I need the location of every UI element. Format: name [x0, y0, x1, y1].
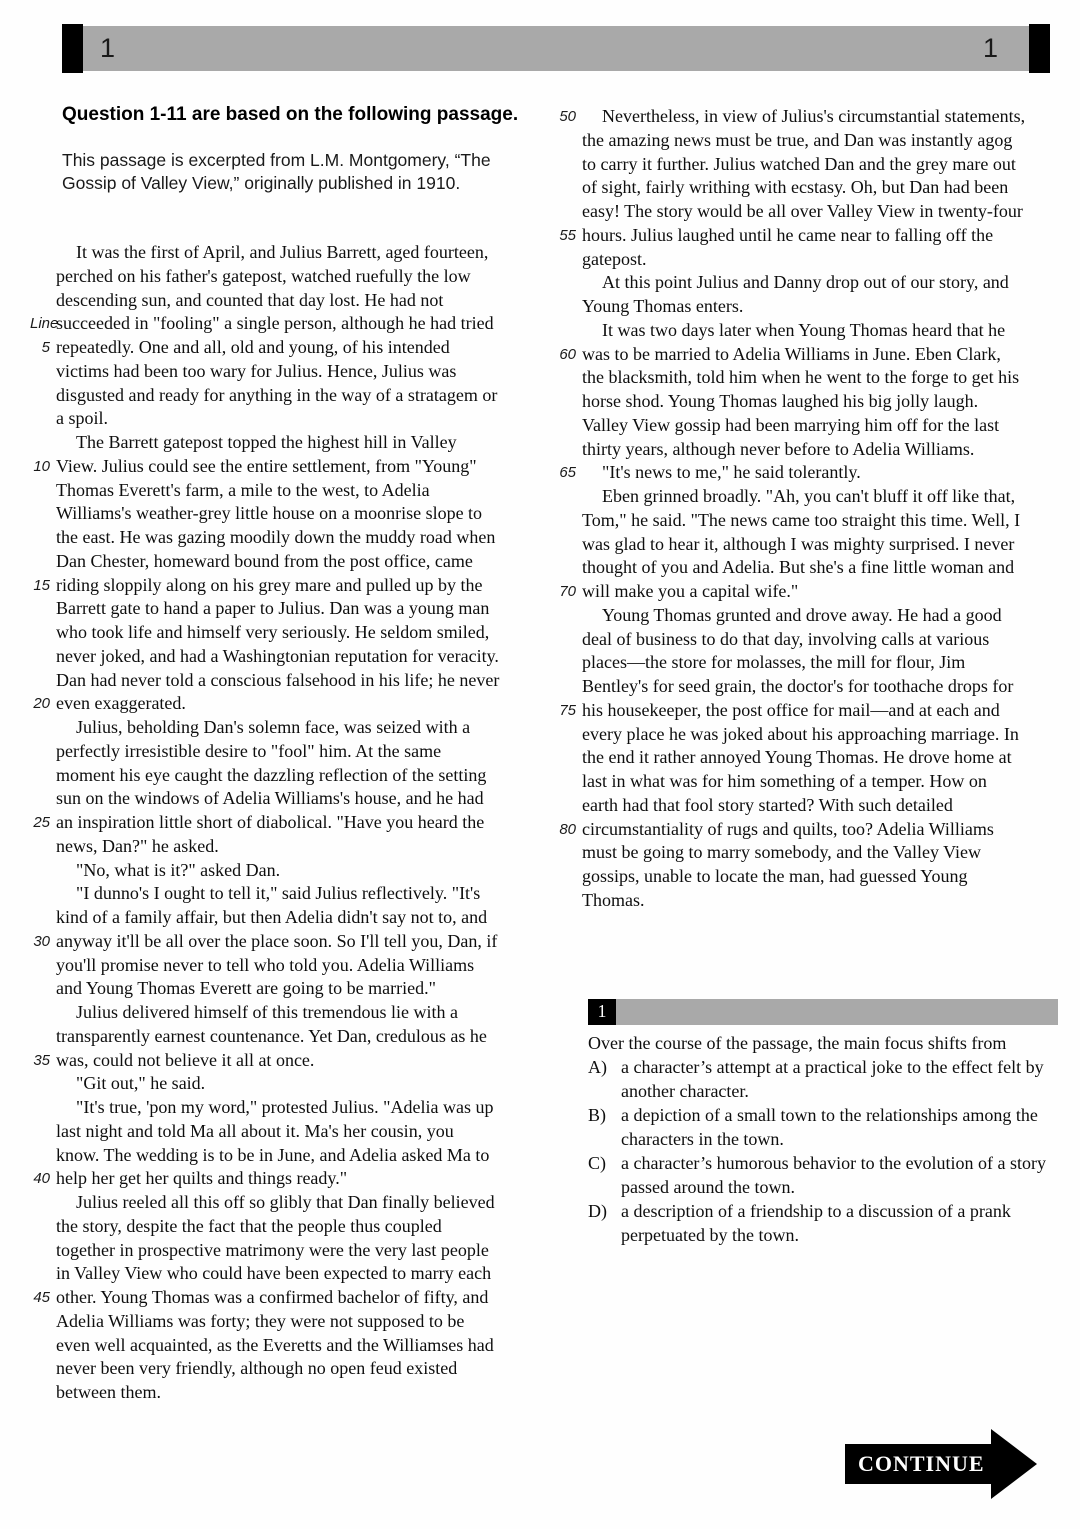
passage-line-text: even well acquainted, as the Everetts and the Williamses had	[56, 1334, 494, 1355]
passage-line-text: "It's true, 'pon my word," protested Julius. "Adelia was up	[76, 1097, 494, 1117]
passage-line-text: sun on the windows of Adelia Williams's house, and he had	[56, 788, 484, 809]
passage-line-text: It was two days later when Young Thomas heard that he	[602, 319, 1006, 340]
passage-line	[556, 319, 1080, 343]
passage-line	[30, 787, 560, 811]
passage-line	[556, 794, 1080, 818]
passage-line-text: The Barrett gatepost topped the highest hill in Valley	[76, 432, 457, 452]
passage-line-text: Valley View gossip had been marrying him off for the last	[582, 414, 1000, 435]
line-number: 35	[33, 1051, 50, 1069]
passage-line	[30, 1120, 560, 1144]
passage-line-text: Young Thomas grunted and drove away. He had a good	[602, 604, 1002, 625]
passage-line	[556, 746, 1080, 770]
passage-line-text: View. Julius could see the entire settlement, from "Young"	[56, 455, 477, 476]
line-number: 60	[559, 345, 576, 363]
answer-choice[interactable]	[588, 1151, 1058, 1199]
passage-line-text: places—the store for molasses, the mill for flour, Jim	[582, 652, 966, 673]
passage-line	[30, 1286, 560, 1310]
passage-line	[556, 675, 1080, 699]
line-number: 55	[559, 226, 576, 244]
passage-line	[30, 336, 560, 360]
passage-line-text: the east. He was gazing moodily down the muddy road when	[56, 527, 496, 547]
answer-choice[interactable]	[588, 1055, 1058, 1103]
answer-choice[interactable]	[588, 1199, 1058, 1247]
passage-line	[30, 716, 560, 740]
line-number	[30, 1025, 56, 1049]
section-number-left: 1	[100, 33, 116, 63]
line-number: 70	[559, 583, 576, 600]
passage-line-text: Julius delivered himself of this tremendous lie with a	[76, 1002, 458, 1022]
passage-line-text: kind of a family affair, but then Adelia didn't say not to, and	[56, 907, 488, 927]
passage-line	[30, 1310, 560, 1334]
passage-line-text: Nevertheless, in view of Julius's circumstantial statements,	[602, 106, 1026, 126]
passage-line	[556, 699, 1080, 723]
question-number-badge: 1	[588, 999, 616, 1025]
line-number	[30, 1381, 56, 1405]
header-left-black-square	[62, 24, 83, 73]
passage-line-text: Young Thomas enters.	[582, 296, 744, 316]
line-number	[30, 1096, 56, 1120]
passage-line	[30, 621, 560, 645]
passage-line	[30, 930, 560, 954]
line-number	[556, 485, 582, 509]
line-number	[556, 319, 582, 343]
passage-line	[30, 835, 560, 859]
line-number	[556, 271, 582, 295]
passage-line	[30, 882, 560, 906]
passage-line-text: the story, despite the fact that the people thus coupled	[56, 1215, 442, 1236]
passage-line-text: gossips, unable to locate the man, had guessed Young	[582, 866, 968, 886]
choice-text: a character’s humorous behavior to the evolution of a story passed around the town.	[621, 1153, 1047, 1197]
line-number: 75	[559, 701, 576, 719]
passage-line	[30, 954, 560, 978]
passage-line-text: Julius reeled all this off so glibly that Dan finally believed	[76, 1192, 495, 1212]
passage-line-text: It was the first of April, and Julius Barrett, aged fourteen,	[76, 242, 489, 262]
passage-line	[30, 526, 560, 550]
continue-button[interactable]	[845, 1428, 1037, 1500]
passage-line-text: an inspiration little short of diabolical. "Have you heard the	[56, 812, 485, 832]
line-number: 10	[33, 457, 50, 475]
passage-line-text: together in prospective matrimony were the very last people	[56, 1239, 489, 1260]
line-number	[30, 1262, 56, 1286]
passage-line	[556, 556, 1080, 580]
question-number-bar	[588, 999, 1058, 1025]
passage-line	[556, 818, 1080, 842]
passage-line-text: of sight, fairly writhing with ecstasy. Oh, but Dan had been	[582, 177, 1009, 198]
passage-line-text: the end it rather annoyed Young Thomas. He drove home at	[582, 747, 1012, 768]
passage-line-text: in Valley View who could have been expected to marry each	[56, 1263, 492, 1284]
line-number	[30, 407, 56, 431]
passage-line	[30, 1357, 560, 1381]
passage-line-text: his housekeeper, the post office for mail—and at each and	[582, 699, 1000, 720]
line-number	[30, 716, 56, 740]
passage-line-text: thought of you and Adelia. But she's a fine little woman and	[582, 557, 1015, 578]
passage-line-text: Adelia Williams was forty; they were not supposed to be	[56, 1310, 465, 1331]
passage-line-text: easy! The story would be all over Valley View in twenty-four	[582, 201, 1023, 221]
passage-line	[556, 770, 1080, 794]
passage-line	[30, 1334, 560, 1358]
line-number	[556, 390, 582, 414]
passage-line-text: between them.	[56, 1382, 161, 1402]
line-number	[30, 597, 56, 621]
passage-line-text: to carry it further. Julius watched Dan and the grey mare out	[582, 153, 1016, 174]
line-number	[556, 556, 582, 580]
passage-line-text: "I dunno's I ought to tell it," said Julius reflectively. "It's	[76, 883, 481, 904]
line-number	[556, 509, 582, 533]
line-number	[30, 1001, 56, 1025]
passage-line	[30, 312, 560, 336]
line-number	[30, 360, 56, 384]
passage-source-note: This passage is excerpted from L.M. Montgomery, “The Gossip of Valley View,” originally published in 1910.	[62, 150, 491, 193]
passage-line	[556, 509, 1080, 533]
line-number	[556, 176, 582, 200]
passage-line-text: Thomas Everett's farm, a mile to the west, to Adelia	[56, 479, 430, 500]
line-number	[30, 787, 56, 811]
line-number	[30, 479, 56, 503]
passage-line	[556, 200, 1080, 224]
passage-line	[556, 604, 1080, 628]
choice-text: a description of a friendship to a discussion of a prank perpetuated by the town.	[621, 1201, 1011, 1245]
passage-line-text: perfectly irresistible desire to "fool" him. At the same	[56, 740, 442, 761]
line-number: 25	[33, 814, 50, 831]
passage-line	[30, 1144, 560, 1168]
passage-line	[556, 295, 1080, 319]
passage-line-text: never been very friendly, although no open feud existed	[56, 1358, 458, 1379]
line-number	[30, 1191, 56, 1215]
passage-line-text: At this point Julius and Danny drop out of our story, and	[602, 272, 1009, 293]
line-number	[556, 438, 582, 462]
passage-line-text: repeatedly. One and all, old and young, of his intended	[56, 337, 450, 357]
passage-line	[556, 248, 1080, 272]
line-number	[556, 248, 582, 272]
line-number	[30, 1215, 56, 1239]
passage-line-text: anyway it'll be all over the place soon. So I'll tell you, Dan, if	[56, 930, 498, 951]
passage-line	[556, 105, 1080, 129]
line-number	[30, 289, 56, 313]
choice-letter: C)	[588, 1153, 606, 1173]
line-number	[30, 645, 56, 669]
line-number	[556, 366, 582, 390]
passage-line-text: never joked, and had a Washingtonian reputation for veracity.	[56, 645, 499, 666]
line-number	[30, 1239, 56, 1263]
line-number	[30, 241, 56, 265]
passage-line	[30, 265, 560, 289]
passage-line-text: every place he was joked about his approaching marriage. In	[582, 723, 1019, 744]
passage-line	[556, 651, 1080, 675]
choice-letter: A)	[588, 1057, 607, 1077]
passage-line	[30, 502, 560, 526]
passage-line-text: Bentley's for seed grain, the doctor's for toothache drops for	[582, 676, 1014, 696]
passage-line	[30, 384, 560, 408]
passage-line	[30, 977, 560, 1001]
passage-line-text: other. Young Thomas was a confirmed bachelor of fifty, and	[56, 1287, 489, 1307]
line-number	[556, 604, 582, 628]
passage-line	[556, 723, 1080, 747]
passage-line-text: Williams's weather-grey little house on a moonrise slope to	[56, 503, 483, 524]
passage-text-left	[30, 241, 560, 1405]
passage-line-text: deal of business to do that day, involving calls at various	[582, 628, 990, 649]
passage-line	[30, 1381, 560, 1405]
choice-text: a character’s attempt at a practical joke to the effect felt by another character.	[621, 1057, 1044, 1101]
passage-line-text: must be going to marry somebody, and the Valley View	[582, 842, 982, 863]
passage-line	[30, 764, 560, 788]
passage-line	[30, 906, 560, 930]
line-number	[556, 675, 582, 699]
passage-line	[30, 455, 560, 479]
passage-line	[30, 692, 560, 716]
passage-line-text: will make you a capital wife."	[582, 581, 799, 601]
line-number: 20	[33, 695, 50, 713]
passage-line-text: succeeded in "fooling" a single person, although he had tried	[56, 313, 494, 334]
choice-text: a depiction of a small town to the relationships among the characters in the town.	[621, 1105, 1038, 1149]
passage-line	[556, 343, 1080, 367]
line-number	[30, 669, 56, 693]
passage-line	[30, 740, 560, 764]
header-right-black-square	[1029, 24, 1050, 73]
passage-line	[556, 129, 1080, 153]
line-number	[30, 954, 56, 978]
passage-line-text: last in what was for him something of a temper. How on	[582, 771, 987, 791]
line-number	[30, 526, 56, 550]
passage-line	[30, 360, 560, 384]
line-number	[556, 651, 582, 675]
line-number	[556, 841, 582, 865]
passage-line-text: last night and told Ma all about it. Ma's her cousin, you	[56, 1120, 454, 1141]
passage-line-text: know. The wedding is to be in June, and Adelia asked Ma to	[56, 1144, 490, 1165]
choice-letter: B)	[588, 1105, 606, 1125]
passage-line-text: circumstantiality of rugs and quilts, too? Adelia Williams	[582, 818, 994, 839]
passage-line	[556, 390, 1080, 414]
question-stem: Over the course of the passage, the main focus shifts from	[588, 1033, 1007, 1053]
passage-line	[556, 176, 1080, 200]
choice-letter: D)	[588, 1201, 607, 1221]
continue-arrow-icon	[991, 1429, 1037, 1499]
line-number	[30, 859, 56, 883]
answer-choice[interactable]	[588, 1103, 1058, 1151]
passage-line-text: Julius, beholding Dan's solemn face, was seized with a	[76, 717, 471, 737]
passage-line-text: a spoil.	[56, 408, 108, 429]
line-number: 80	[559, 820, 576, 838]
passage-line	[556, 438, 1080, 462]
passage-line-text: Dan had never told a conscious falsehood in his life; he never	[56, 669, 500, 690]
passage-line-text: was to be married to Adelia Williams in June. Eben Clark,	[582, 343, 1001, 364]
passage-line-text: was glad to hear it, although I was mighty surprised. I never	[582, 533, 1015, 554]
passage-line-text: descending sun, and counted that day lost. He had not	[56, 289, 444, 310]
passage-line	[556, 889, 1080, 913]
passage-line	[30, 1025, 560, 1049]
line-number	[30, 1357, 56, 1381]
line-number	[30, 1120, 56, 1144]
passage-line	[30, 574, 560, 598]
passage-line-text: Thomas.	[582, 889, 645, 910]
passage-line	[556, 224, 1080, 248]
line-number	[556, 628, 582, 652]
passage-line-text: transparently earnest countenance. Yet Dan, credulous as he	[56, 1025, 487, 1046]
line-number	[556, 414, 582, 438]
line-number	[30, 882, 56, 906]
passage-line	[30, 479, 560, 503]
line-number	[556, 295, 582, 319]
line-number	[556, 770, 582, 794]
question-1-block	[588, 999, 1058, 1247]
passage-line-text: earth had that fool story started? With such detailed	[582, 794, 953, 815]
line-number	[30, 764, 56, 788]
line-number	[556, 533, 582, 557]
line-number	[30, 431, 56, 455]
line-number: 40	[33, 1170, 50, 1188]
passage-line	[30, 289, 560, 313]
line-number	[30, 384, 56, 408]
passage-directions: Question 1-11 are based on the following passage.	[62, 104, 519, 125]
line-number	[30, 1072, 56, 1096]
passage-line	[30, 669, 560, 693]
passage-line-text: you'll promise never to tell who told you. Adelia Williams	[56, 954, 475, 975]
passage-line	[30, 645, 560, 669]
passage-line-text: was, could not believe it all at once.	[56, 1049, 315, 1070]
passage-line	[30, 431, 560, 455]
passage-line-text: horse shod. Young Thomas laughed his big jolly laugh.	[582, 391, 979, 411]
line-number	[30, 977, 56, 1001]
line-number	[556, 723, 582, 747]
line-number: Line	[30, 315, 59, 333]
passage-line-text: help her get her quilts and things ready."	[56, 1168, 348, 1189]
passage-line-text: "Git out," he said.	[76, 1073, 206, 1094]
passage-line	[30, 597, 560, 621]
passage-line-text: news, Dan?" he asked.	[56, 835, 219, 856]
passage-text-right	[556, 105, 1080, 913]
line-number	[30, 1144, 56, 1168]
passage-line-text: Dan Chester, homeward bound from the post office, came	[56, 550, 473, 571]
line-number	[30, 906, 56, 930]
section-number-right: 1	[982, 33, 998, 63]
passage-line	[30, 241, 560, 265]
passage-line	[30, 1191, 560, 1215]
line-number	[30, 1310, 56, 1334]
line-number: 45	[33, 1289, 50, 1306]
line-number	[30, 265, 56, 289]
passage-line-text: who took life and himself very seriously. He seldom smiled,	[56, 622, 490, 642]
line-number: 65	[559, 464, 576, 482]
passage-line-text: victims had been too wary for Julius. Hence, Julius was	[56, 360, 457, 381]
passage-line	[30, 550, 560, 574]
line-number	[556, 794, 582, 818]
passage-line-text: moment his eye caught the dazzling reflection of the setting	[56, 764, 487, 785]
passage-line-text: the blacksmith, told him when he went to the forge to get his	[582, 367, 1020, 388]
passage-line	[30, 1215, 560, 1239]
line-number: 15	[33, 576, 50, 594]
passage-line	[556, 414, 1080, 438]
passage-line	[556, 366, 1080, 390]
passage-line	[556, 533, 1080, 557]
passage-line	[30, 1072, 560, 1096]
passage-line	[30, 1239, 560, 1263]
passage-line	[556, 841, 1080, 865]
line-number	[556, 889, 582, 913]
line-number	[556, 746, 582, 770]
line-number: 30	[33, 932, 50, 950]
passage-line	[30, 1167, 560, 1191]
answer-choices	[588, 1055, 1058, 1247]
passage-line-text: "It's news to me," he said tolerantly.	[602, 462, 861, 483]
passage-line	[30, 1001, 560, 1025]
line-number	[556, 200, 582, 224]
line-number	[30, 502, 56, 526]
passage-line	[556, 485, 1080, 509]
passage-line-text: the amazing news must be true, and Dan was instantly agog	[582, 129, 1013, 150]
line-number	[30, 1334, 56, 1358]
passage-line-text: and Young Thomas Everett are going to be married."	[56, 978, 436, 999]
passage-line	[556, 865, 1080, 889]
line-number	[30, 550, 56, 574]
passage-line-text: even exaggerated.	[56, 693, 186, 714]
line-number	[556, 865, 582, 889]
passage-line	[30, 407, 560, 431]
passage-line-text: disgusted and ready for anything in the way of a stratagem or	[56, 384, 498, 405]
passage-line-text: hours. Julius laughed until he came near to falling off the	[582, 224, 994, 245]
section-header-bar	[62, 26, 1050, 71]
line-number: 5	[41, 339, 50, 356]
passage-line	[556, 628, 1080, 652]
passage-line	[30, 811, 560, 835]
passage-line	[556, 580, 1080, 604]
line-number	[556, 129, 582, 153]
passage-line-text: perched on his father's gatepost, watched ruefully the low	[56, 265, 471, 286]
passage-line-text: thirty years, although never before to Adelia Williams.	[582, 438, 975, 459]
continue-button-label: CONTINUE	[845, 1444, 995, 1484]
passage-column-right	[556, 105, 1080, 913]
passage-line-text: riding sloppily along on his grey mare and pulled up by the	[56, 574, 483, 595]
passage-line	[556, 271, 1080, 295]
passage-line-text: gatepost.	[582, 248, 647, 269]
passage-line	[556, 153, 1080, 177]
line-number: 50	[559, 108, 576, 125]
passage-line-text: Barrett gate to hand a paper to Julius. Dan was a young man	[56, 598, 490, 619]
passage-line-text: Tom," he said. "The news came too straight this time. Well, I	[582, 509, 1021, 530]
passage-line	[30, 1049, 560, 1073]
passage-column-left	[30, 103, 560, 1405]
line-number	[30, 740, 56, 764]
line-number	[556, 153, 582, 177]
passage-line	[30, 859, 560, 883]
passage-line	[556, 461, 1080, 485]
line-number	[30, 621, 56, 645]
passage-line	[30, 1096, 560, 1120]
passage-line-text: "No, what is it?" asked Dan.	[76, 859, 281, 880]
passage-line-text: Eben grinned broadly. "Ah, you can't bluff it off like that,	[602, 486, 1016, 506]
line-number	[30, 835, 56, 859]
passage-line	[30, 1262, 560, 1286]
